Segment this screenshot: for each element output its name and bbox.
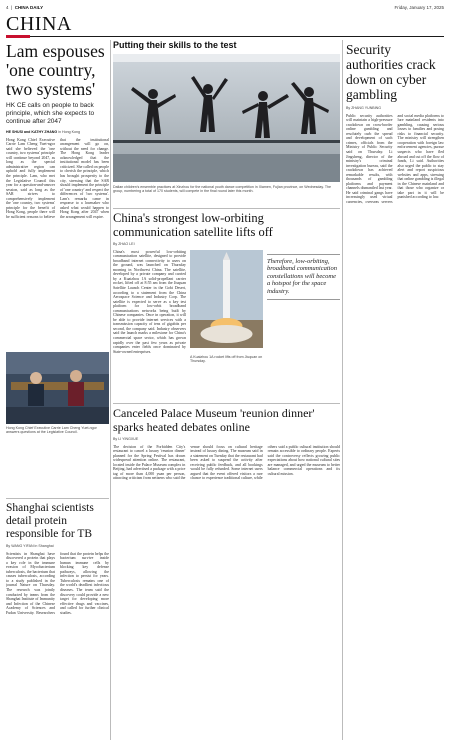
satellite-photo-col [190, 250, 263, 364]
article-headline: Security authorities crack down on cyber gambling [346, 42, 436, 102]
feature-photo [113, 54, 340, 182]
lam-photo-caption: Hong Kong Chief Executive Carrie Lam Cheng Yuet-ngor answers questions at the Legislative Council. [6, 425, 97, 435]
paper-name: CHINA DAILY [14, 5, 44, 10]
satellite-quote-col [267, 250, 340, 304]
date-line: Friday, January 17, 2025 [394, 5, 444, 10]
rocket-caption: A Kuaizhou 1A rocket lifts off from Jiuquan on Thursday. [190, 354, 263, 364]
pull-quote: Therefore, low-orbiting, broadband communication constellations will become a hotspot for the space industry. [267, 254, 340, 300]
article-byline: By ZHAO LEI [113, 242, 135, 246]
section-divider [113, 208, 340, 209]
page-header [6, 4, 444, 13]
article-deck: HK CE calls on people to back principle, which she expects to continue after 2047 [6, 102, 95, 125]
lam-article [6, 42, 109, 435]
article-byline: By LI YINGXUE [113, 437, 139, 441]
rocket-photo [190, 250, 263, 348]
dancers-photo [113, 54, 340, 182]
article-byline: By WANG YIFAN in Shanghai [6, 544, 54, 548]
satellite-body-wrap [113, 250, 340, 400]
article-byline: By ZHANG YUNBING [346, 106, 382, 110]
column-divider [342, 40, 343, 740]
column-divider [110, 40, 111, 740]
photo-caption: Dalian children's ensemble practices at Xinzhou for the national youth dance competition in Xiamen, Fujian province, on Wednesday. The group, numbering a total of 170 students, will compete in the final round later this month. [113, 185, 332, 194]
shanghai-article [6, 502, 109, 742]
article-headline: China's strongest low-orbiting communication satellite lifts off [113, 211, 273, 239]
page-number: 4 [6, 5, 9, 10]
section-title: CHINA [6, 13, 72, 35]
article-body: Public security authorities will maintain a high-pressure crackdown on cross-border online gambling and resolutely curb the spread and development of such crimes, officials from the Ministry of Public Security said on Thursday. Li Jingsheng, director of the ministry's criminal investigation bureau, said the crackdown has achieved remarkable results, with thousands of gambling platforms and payment channels dismantled last year. He said criminal gangs have increasingly used virtual currencies, overseas servers and social media platforms to lure mainland residents into gambling, causing serious losses to families and posing risks to financial security. The ministry will strengthen cooperation with foreign law enforcement agencies, pursue suspects who have fled abroad and cut off the flow of funds, Li said. Authorities also urged the public to stay alert and report suspicious websites and apps, stressing that online gambling is illegal in the Chinese mainland and that those who organize or take part in it will be punished according to law. [346, 113, 444, 204]
gambling-article [346, 42, 444, 674]
article-body: Scientists in Shanghai have discovered a protein that plays a key role in the immune evasion of Mycobacterium tuberculosis, the bacterium that causes tuberculosis, according to a study published in the journal Nature on Thursday. The research was jointly conducted by teams from the Shanghai Institute of Immunity and Infection of the Chinese Academy of Sciences and Fudan University. Researchers found that the protein helps the bacterium survive inside human immune cells by blocking key defense pathways, allowing the infection to persist for years. Tuberculosis remains one of the world's deadliest infectious diseases. The team said the discovery could provide a new target for developing more effective drugs and vaccines, and called for further clinical studies. [6, 551, 109, 615]
header-left: 4 | CHINA DAILY [6, 5, 44, 10]
article-headline: Shanghai scientists detail protein responsible for TB [6, 502, 94, 540]
lam-photo-image [6, 352, 109, 424]
article-headline: Canceled Palace Museum 'reunion dinner' sparks heated debates online [113, 406, 315, 434]
byline-location: in Hong Kong [58, 130, 80, 134]
article-body: China's most powerful low-orbiting communication satellite, designed to provide broadband internet connectivity to users on the ground, was launched on Thursday morning in Northwest China. The satellite, developed by a private company and carried by a Kuaizhou 1A solid-propellant carrier rocket, lifted off at 8:55 am from the Jiuquan Satellite Launch Center in the Gobi Desert, according to a statement from the China Aerospace Science and Industry Corp. The satellite is expected to serve as a key test platform for low-orbit broadband communications networks being built by Chinese companies. Once in operation, it will be able to provide internet services with a transmission capacity of tens of gigabits per second, the company said. Industry observers said the launch marks a milestone for China's commercial space sector, which has grown rapidly over the past few years as private companies enter fields once dominated by State-owned enterprises. [113, 249, 186, 354]
section-accent [6, 35, 30, 38]
article-headline: Lam espouses 'one country, two systems' [6, 41, 105, 99]
article-body: Hong Kong Chief Executive Carrie Lam Cheng Yuet-ngor said she believed the 'one country, two systems' principle will continue beyond 2047, as long as the special administrative region can uphold and fully implement the principle. Lam, who met the Legislative Council this year for a question-and-answer session, said as long as the SAR strives to comprehensively implement the 'one country, two systems' principle for the benefit of Hong Kong, people there will be sufficient reasons to believe that the institutional arrangement will go on, without the need for change. The Hong Kong leader acknowledged that the institutional model has been criticized. She called on people to cherish the principle, which has brought prosperity to the city, stressing that the SAR should implement the principle of 'one country' and respect the differences of 'two systems'. Lam's remarks came in response to a lawmaker who asked what would happen to Hong Kong after 2047 when the arrangement will expire. [6, 137, 109, 219]
satellite-article [113, 211, 340, 400]
palace-article [113, 407, 340, 737]
article-byline [6, 130, 109, 135]
photo-label: Putting their skills to the test [113, 40, 237, 50]
article-body: The decision of the Forbidden City's restaurant to cancel a luxury 'reunion dinner' planned for the Spring Festival has drawn widespread attention online. The restaurant, located inside the Palace Museum complex in Beijing, had advertised a package with a price tag of more than 4,000 yuan per person, attracting criticism from netizens who said the venue should focus on cultural heritage instead of luxury dining. The museum said in a statement on Tuesday that the restaurant had been asked to suspend the activity after receiving public feedback, and all bookings would be fully refunded. Some internet users argued that the event offered visitors a rare chance to experience traditional culture, while others said a public cultural institution should remain accessible to ordinary people. Experts said the controversy reflects growing public expectations about how national cultural sites are managed, and urged the museum to better balance commercial operations and its cultural mission. [113, 444, 340, 481]
section-rule [6, 36, 444, 37]
section-divider [113, 403, 340, 404]
lam-photo [6, 352, 109, 424]
section-divider [6, 498, 109, 499]
byline-author: HE SHUSI and KATHY ZHANG [6, 130, 58, 134]
